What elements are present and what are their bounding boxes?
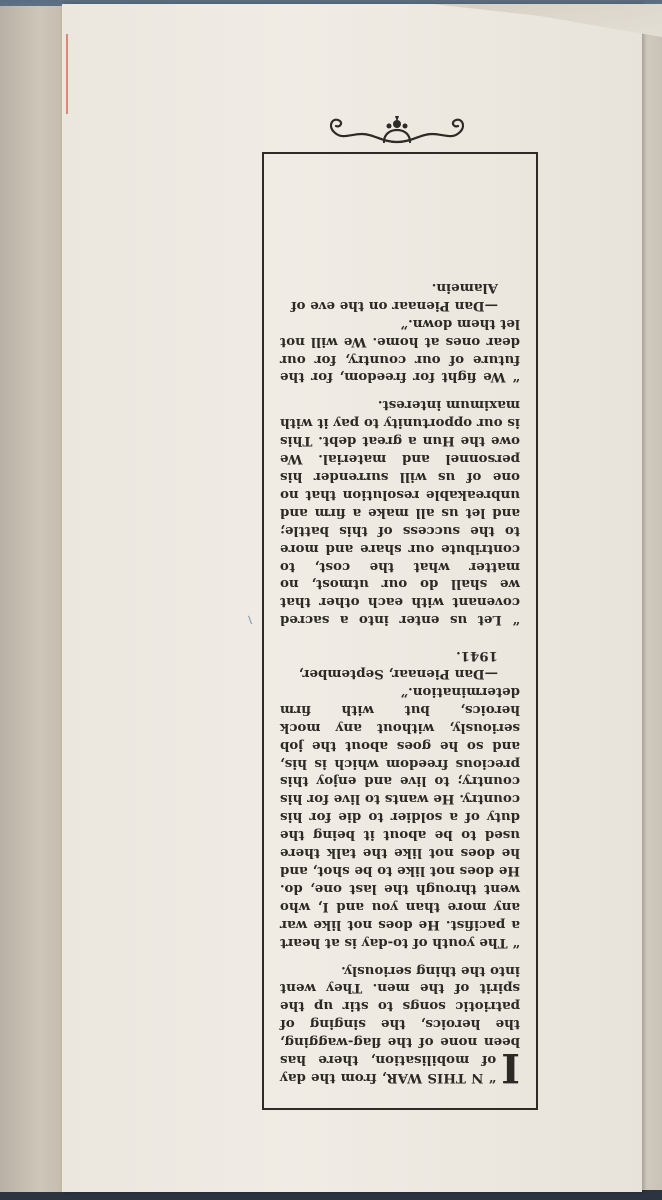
- quotation-frame: [262, 152, 538, 1110]
- quote-paragraph-1: [280, 961, 520, 1091]
- page-edge-mark: [66, 34, 68, 114]
- rotated-quotation-text: [264, 154, 536, 1108]
- quote-paragraph-4: “ We fight for freedom, for the future of our country, for our dear ones at home. We will not let them down.”: [280, 315, 520, 386]
- drop-cap: I: [501, 1044, 520, 1091]
- page-corner-fold: [432, 4, 662, 44]
- decorative-scroll-ornament: [322, 112, 472, 148]
- attribution-1: —Dan Pienaar, September, 1941.: [298, 648, 498, 683]
- paper-speck: [246, 614, 256, 626]
- quote-paragraph-2: “ The youth of to-day is at heart a pacifist. He does not like war any more than you and I, who went through the last one, do. He does not like to be shot, and he does not like the talk there used to be about it being the duty of a soldier to die for his country. He wants to live for his country; to live and enjoy this precious freedom which is his, and so he goes about the job seriously, without any mock heroics, but with firm determination.”: [280, 683, 520, 951]
- quote-paragraph-3: “ Let us enter into a sacred covenant with each other that we shall do our utmost, no matter what the cost, to contribute our share and more to the success of this battle; and let us all make a firm and unbreakable resolution that no one of us will surrender his personnel and material. We owe the Hun a great debt. This is our opportunity to pay it with maximum interest.: [280, 397, 520, 629]
- left-cover-board: [0, 6, 67, 1192]
- quote-paragraph-1-text: “ N THIS WAR, from the day of mobilisation, there has been none of the flag-wagging, the heroics, the singing of patriotic songs to stir up the spirit of the men. They went into the thing seriously.: [280, 962, 520, 1086]
- attribution-2: —Dan Pienaar on the eve of Alamein.: [290, 279, 498, 314]
